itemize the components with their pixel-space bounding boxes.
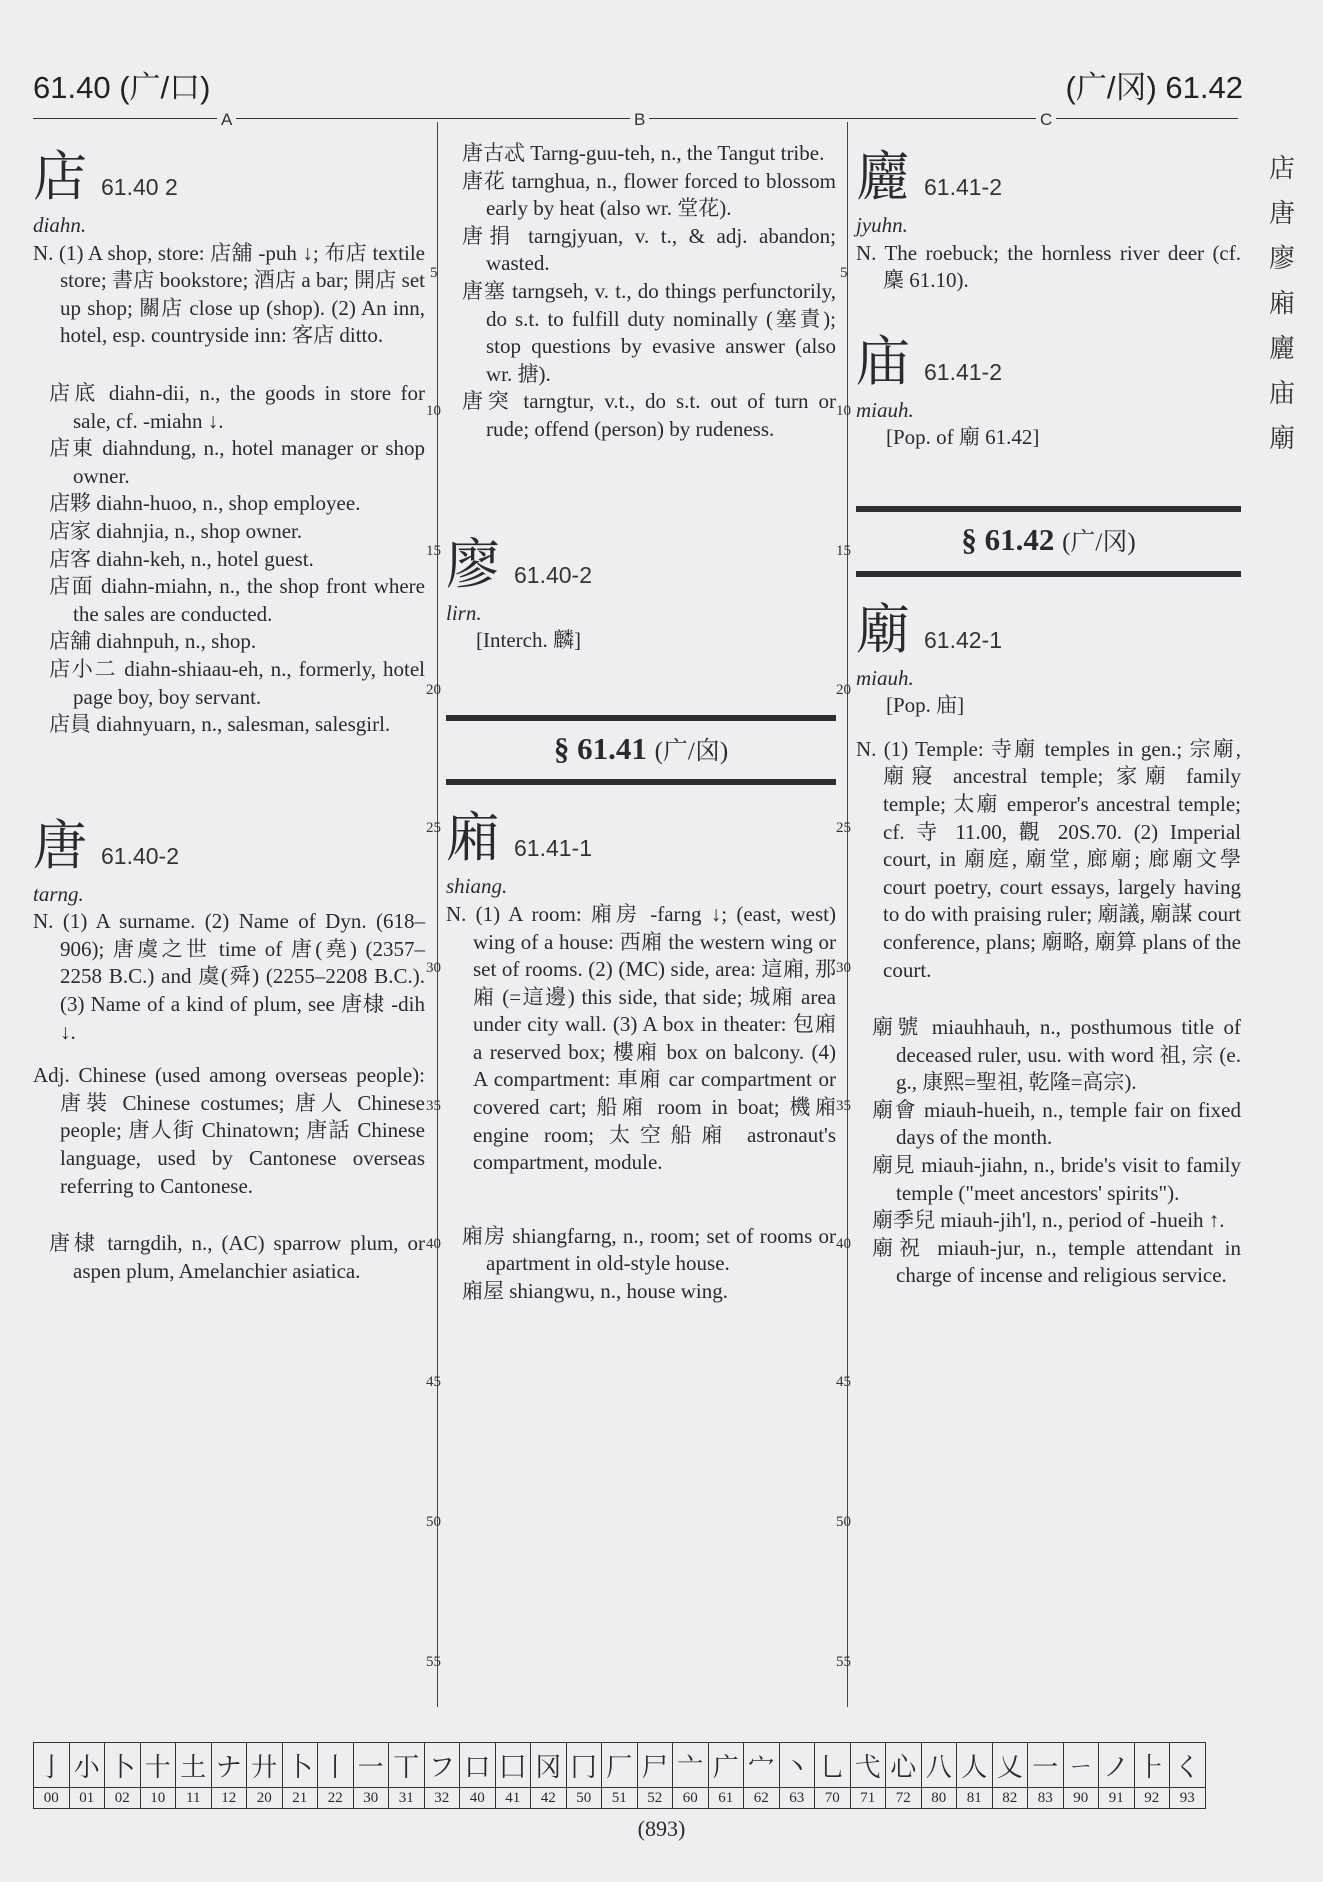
compound-entry: 店東 diahndung, n., hotel manager or shop owner.	[49, 436, 425, 488]
radical-number-cell: 92	[1134, 1788, 1170, 1809]
radical-number-cell: 60	[673, 1788, 709, 1809]
column-b	[446, 140, 836, 1306]
radical-number-cell: 70	[815, 1788, 851, 1809]
radical-glyph-cell: 廾	[247, 1743, 283, 1788]
radical-glyph-cell: 丨	[318, 1743, 354, 1788]
romanization: miauh.	[856, 397, 914, 422]
radical-number-cell: 62	[744, 1788, 780, 1809]
radical-glyph-cell: く	[1170, 1743, 1206, 1788]
radical-glyph-cell: 十	[140, 1743, 176, 1788]
line-number: 40	[426, 1236, 441, 1252]
radical-number-cell: 21	[282, 1788, 318, 1809]
headword-code: 61.40 2	[101, 174, 178, 200]
radical-glyph-cell: 冈	[531, 1743, 567, 1788]
column-divider-bc	[847, 122, 848, 1707]
radical-number-cell: 01	[69, 1788, 105, 1809]
compound-entry: 廟會 miauh-hueih, n., temple fair on fixed days of the month.	[872, 1097, 1241, 1150]
definition: N. (1) A shop, store: 店舖 -puh ↓; 布店 textile store; 書店 bookstore; 酒店 a bar; 開店 set up shop; 關店 close up (shop). (2) An inn, hotel, esp. countryside inn: 客店 ditto.	[33, 240, 425, 348]
index-char: 廂	[1268, 289, 1295, 318]
radical-number-cell: 20	[247, 1788, 283, 1809]
index-char: 店	[1268, 154, 1295, 183]
radical-number-cell: 30	[353, 1788, 389, 1809]
radical-glyph-cell: ⺊	[1134, 1743, 1170, 1788]
compound-entry: 唐突 tarngtur, v.t., do s.t. out of turn or rude; offend (person) by rudeness.	[462, 389, 836, 441]
line-number: 45	[426, 1374, 441, 1390]
compound-entry: 唐棣 tarngdih, n., (AC) sparrow plum, or aspen plum, Amelanchier asiatica.	[49, 1231, 425, 1283]
radical-glyph-cell: ㄧ	[1063, 1743, 1099, 1788]
compound-entry: 唐捐 tarngjyuan, v. t., & adj. abandon; wasted.	[462, 223, 836, 276]
radical-glyph-cell: 弋	[850, 1743, 886, 1788]
cross-reference: [Pop. 庙]	[886, 693, 965, 718]
definition: N. (1) Temple: 寺廟 temples in gen.; 宗廟, 廟寢 ancestral temple; 家廟 family temple; 太廟 emperor's ancestral temple; cf. 寺 11.00, 觀 20S.70. (2) Imperial court, in 廟庭, 廟堂, 廊廟; 廊廟文學 court poetry, court essays, largely having to do with praising ruler; 廟議, 廟謀 court conference, plans; 廟略, 廟算 plans of the court.	[856, 736, 1241, 982]
line-number: 30	[426, 960, 441, 976]
radical-number-cell: 80	[921, 1788, 957, 1809]
radical-glyph-cell: 一	[1028, 1743, 1064, 1788]
line-number: 10	[836, 403, 851, 419]
radical-number-cell: 41	[495, 1788, 531, 1809]
radical-number-cell: 10	[140, 1788, 176, 1809]
index-char: 廟	[1268, 424, 1295, 453]
line-number: 55	[836, 1654, 851, 1670]
section-heading: § 61.41 (广/囟)	[553, 730, 729, 766]
headword	[856, 327, 1241, 397]
romanization: miauh.	[856, 665, 914, 690]
line-number: 35	[426, 1098, 441, 1114]
radical-number-cell: 63	[779, 1788, 815, 1809]
radical-number-cell: 02	[105, 1788, 141, 1809]
headword-code: 61.41-1	[514, 835, 593, 862]
radical-number-cell: 50	[566, 1788, 602, 1809]
radical-glyph-cell: 口	[460, 1743, 496, 1788]
radical-number-cell: 82	[992, 1788, 1028, 1809]
radical-glyph-cell: 丅	[389, 1743, 425, 1788]
radical-number-cell: 40	[460, 1788, 496, 1809]
radical-glyph-cell: 囗	[495, 1743, 531, 1788]
radical-glyph-cell: 土	[176, 1743, 212, 1788]
compound-entry: 店小二 diahn-shiaau-eh, n., formerly, hotel page boy, boy servant.	[49, 656, 425, 709]
compound-entry: 店家 diahnjia, n., shop owner.	[49, 518, 303, 543]
radical-number-cell: 11	[176, 1788, 212, 1809]
compound-entry: 唐花 tarnghua, n., flower forced to blossom early by heat (also wr. 堂花).	[462, 168, 836, 221]
romanization: jyuhn.	[856, 213, 908, 237]
radical-number-cell: 00	[34, 1788, 70, 1809]
column-letter-a: A	[217, 110, 236, 130]
headword-char: 庙	[856, 329, 910, 393]
headword-char: 唐	[33, 813, 87, 877]
index-char: 廖	[1268, 244, 1295, 273]
headword-char: 廂	[446, 806, 500, 870]
radical-glyph-cell: 小	[69, 1743, 105, 1788]
radical-glyph-cell: フ	[424, 1743, 460, 1788]
radical-glyph-cell: 丶	[779, 1743, 815, 1788]
headword-code: 61.42-1	[924, 626, 1003, 653]
compound-entry: 店舖 diahnpuh, n., shop.	[49, 629, 257, 654]
section-rule-top	[856, 506, 1241, 512]
romanization: diahn.	[33, 213, 87, 237]
radical-number-cell: 90	[1063, 1788, 1099, 1809]
radical-glyph-cell: 乂	[992, 1743, 1028, 1788]
headword-char: 廖	[446, 532, 500, 596]
compound-entry: 廟號 miauhhauh, n., posthumous title of deceased ruler, usu. with word 祖, 宗 (e. g., 康熙=聖祖, 乾隆=高宗).	[872, 1015, 1241, 1095]
romanization: lirn.	[446, 600, 482, 625]
radical-number-cell: 61	[708, 1788, 744, 1809]
side-index	[1269, 148, 1295, 455]
definition-adj: Adj. Chinese (used among overseas people): 唐裝 Chinese costumes; 唐人 Chinese people; 唐人街 Chinatown; 唐話 Chinese language, used by Cantonese overseas referring to Cantonese.	[33, 1063, 425, 1198]
headword-code: 61.40-2	[514, 561, 593, 588]
radical-number-cell: 71	[850, 1788, 886, 1809]
line-number: 50	[836, 1514, 851, 1530]
headword-code: 61.40-2	[101, 842, 180, 869]
running-head-left: 61.40 (广/口)	[33, 70, 211, 105]
compound-entry: 店面 diahn-miahn, n., the shop front where the sales are conducted.	[49, 574, 425, 626]
radical-number-cell: 81	[957, 1788, 993, 1809]
line-number: 40	[836, 1236, 851, 1252]
romanization: shiang.	[446, 874, 508, 899]
radical-glyph-cell: 卜	[282, 1743, 318, 1788]
compound-entry: 廟祝 miauh-jur, n., temple attendant in charge of incense and religious service.	[872, 1235, 1241, 1288]
radical-glyph-cell: 人	[957, 1743, 993, 1788]
romanization: tarng.	[33, 881, 84, 906]
headword	[856, 595, 1241, 665]
line-number: 20	[836, 682, 851, 698]
radical-glyph-cell: 亠	[673, 1743, 709, 1788]
index-char: 唐	[1268, 199, 1295, 228]
compound-entry: 廟見 miauh-jiahn, n., bride's visit to family temple ("meet ancestors' spirits").	[872, 1153, 1241, 1205]
compound-entry: 店底 diahn-dii, n., the goods in store for sale, cf. -miahn ↓.	[49, 380, 425, 433]
radical-glyph-cell: 冂	[566, 1743, 602, 1788]
compound-entry: 店客 diahn-keh, n., hotel guest.	[49, 546, 314, 571]
line-number: 5	[430, 265, 438, 281]
headword	[856, 142, 1241, 212]
line-number: 30	[836, 960, 851, 976]
radical-glyph-cell: 亅	[34, 1743, 70, 1788]
compound-entry: 唐古忒 Tarng-guu-teh, n., the Tangut tribe.	[462, 141, 825, 165]
line-number: 55	[426, 1654, 441, 1670]
compound-entry: 廂房 shiangfarng, n., room; set of rooms or apartment in old-style house.	[462, 1223, 836, 1276]
headword	[33, 142, 425, 212]
radical-glyph-cell: 尸	[637, 1743, 673, 1788]
headword-code: 61.41-2	[924, 358, 1003, 385]
line-number: 45	[836, 1374, 851, 1390]
definition: N. The roebuck; the hornless river deer (cf. 麇 61.10).	[856, 240, 1241, 293]
radical-glyph-cell: 卜	[105, 1743, 141, 1788]
section-rule-top	[446, 715, 836, 721]
column-a	[33, 140, 425, 1285]
line-number: 15	[426, 543, 441, 559]
compound-entry: 店夥 diahn-huoo, n., shop employee.	[49, 491, 361, 516]
definition: N. (1) A room: 廂房 -farng ↓; (east, west) wing of a house: 西廂 the western wing or set of rooms. (2) (MC) side, area: 這廂, 那廂 (=這邊) this side, that side; 城廂 area under city wall. (3) A box in theater: 包廂 a reserved box; 樓廂 box on balcony. (4) A compartment: 車廂 car compartment or covered cart; 船廂 room in boat; 機廂 engine room; 太空船廂 astronaut's compartment, module.	[446, 901, 836, 1175]
line-number: 15	[836, 543, 851, 559]
headword-char: 廟	[856, 597, 910, 661]
compound-entry: 廂屋 shiangwu, n., house wing.	[462, 1279, 728, 1304]
radical-glyph-cell: 广	[708, 1743, 744, 1788]
line-number: 20	[426, 682, 441, 698]
line-number: 5	[840, 265, 848, 281]
index-char: 庙	[1268, 379, 1295, 408]
radical-number-cell: 52	[637, 1788, 673, 1809]
radical-number-cell: 22	[318, 1788, 354, 1809]
radical-glyph-cell: 心	[886, 1743, 922, 1788]
compound-entry: 店員 diahnyuarn, n., salesman, salesgirl.	[49, 712, 391, 737]
radical-glyph-cell: 八	[921, 1743, 957, 1788]
compound-entry: 廟季兒 miauh-jih'l, n., period of -hueih ↑.	[872, 1208, 1225, 1233]
headword	[446, 803, 836, 873]
radical-glyph-cell: ナ	[211, 1743, 247, 1788]
column-letter-c: C	[1036, 110, 1056, 130]
radical-glyph-cell: 一	[353, 1743, 389, 1788]
page-number: (893)	[637, 1816, 686, 1841]
radical-number-cell: 72	[886, 1788, 922, 1809]
radical-index-table	[33, 1742, 1206, 1809]
radical-number-cell: 32	[424, 1788, 460, 1809]
cross-reference: [Interch. 麟]	[476, 628, 581, 653]
headword-char: 廲	[856, 145, 910, 208]
radical-number-cell: 12	[211, 1788, 247, 1809]
column-divider-ab	[437, 122, 438, 1707]
headword	[33, 811, 425, 881]
radical-number-cell: 83	[1028, 1788, 1064, 1809]
headword	[446, 530, 836, 600]
line-number: 35	[836, 1098, 851, 1114]
line-number: 25	[836, 820, 851, 836]
headword-code: 61.41-2	[924, 174, 1003, 200]
line-number: 50	[426, 1514, 441, 1530]
radical-number-cell: 93	[1170, 1788, 1206, 1809]
radical-glyph-cell: ノ	[1099, 1743, 1135, 1788]
column-letter-b: B	[630, 110, 649, 130]
running-head-right: (广/冈) 61.42	[1065, 70, 1243, 105]
radical-number-cell: 42	[531, 1788, 567, 1809]
radical-glyph-cell: 厂	[602, 1743, 638, 1788]
headword-char: 店	[33, 145, 87, 208]
cross-reference: [Pop. of 廟 61.42]	[886, 425, 1040, 450]
line-number: 10	[426, 403, 441, 419]
radical-glyph-cell: 宀	[744, 1743, 780, 1788]
line-number: 25	[426, 820, 441, 836]
radical-glyph-cell: 乚	[815, 1743, 851, 1788]
definition: N. (1) A surname. (2) Name of Dyn. (618–906); 唐虞之世 time of 唐(堯) (2357–2258 B.C.) and 虞(舜) (2255–2208 B.C.). (3) Name of a kind of plum, see 唐棣 -dih ↓.	[33, 909, 425, 1044]
radical-number-cell: 51	[602, 1788, 638, 1809]
radical-number-cell: 91	[1099, 1788, 1135, 1809]
compound-entry: 唐塞 tarngseh, v. t., do things perfunctorily, do s.t. to fulfill duty nominally (塞責); stop questions by evasive answer (also wr. 搪).	[462, 278, 836, 386]
radical-number-cell: 31	[389, 1788, 425, 1809]
section-heading: § 61.42 (广/冈)	[961, 521, 1136, 557]
index-char: 廲	[1268, 334, 1295, 363]
column-c	[856, 140, 1241, 1290]
